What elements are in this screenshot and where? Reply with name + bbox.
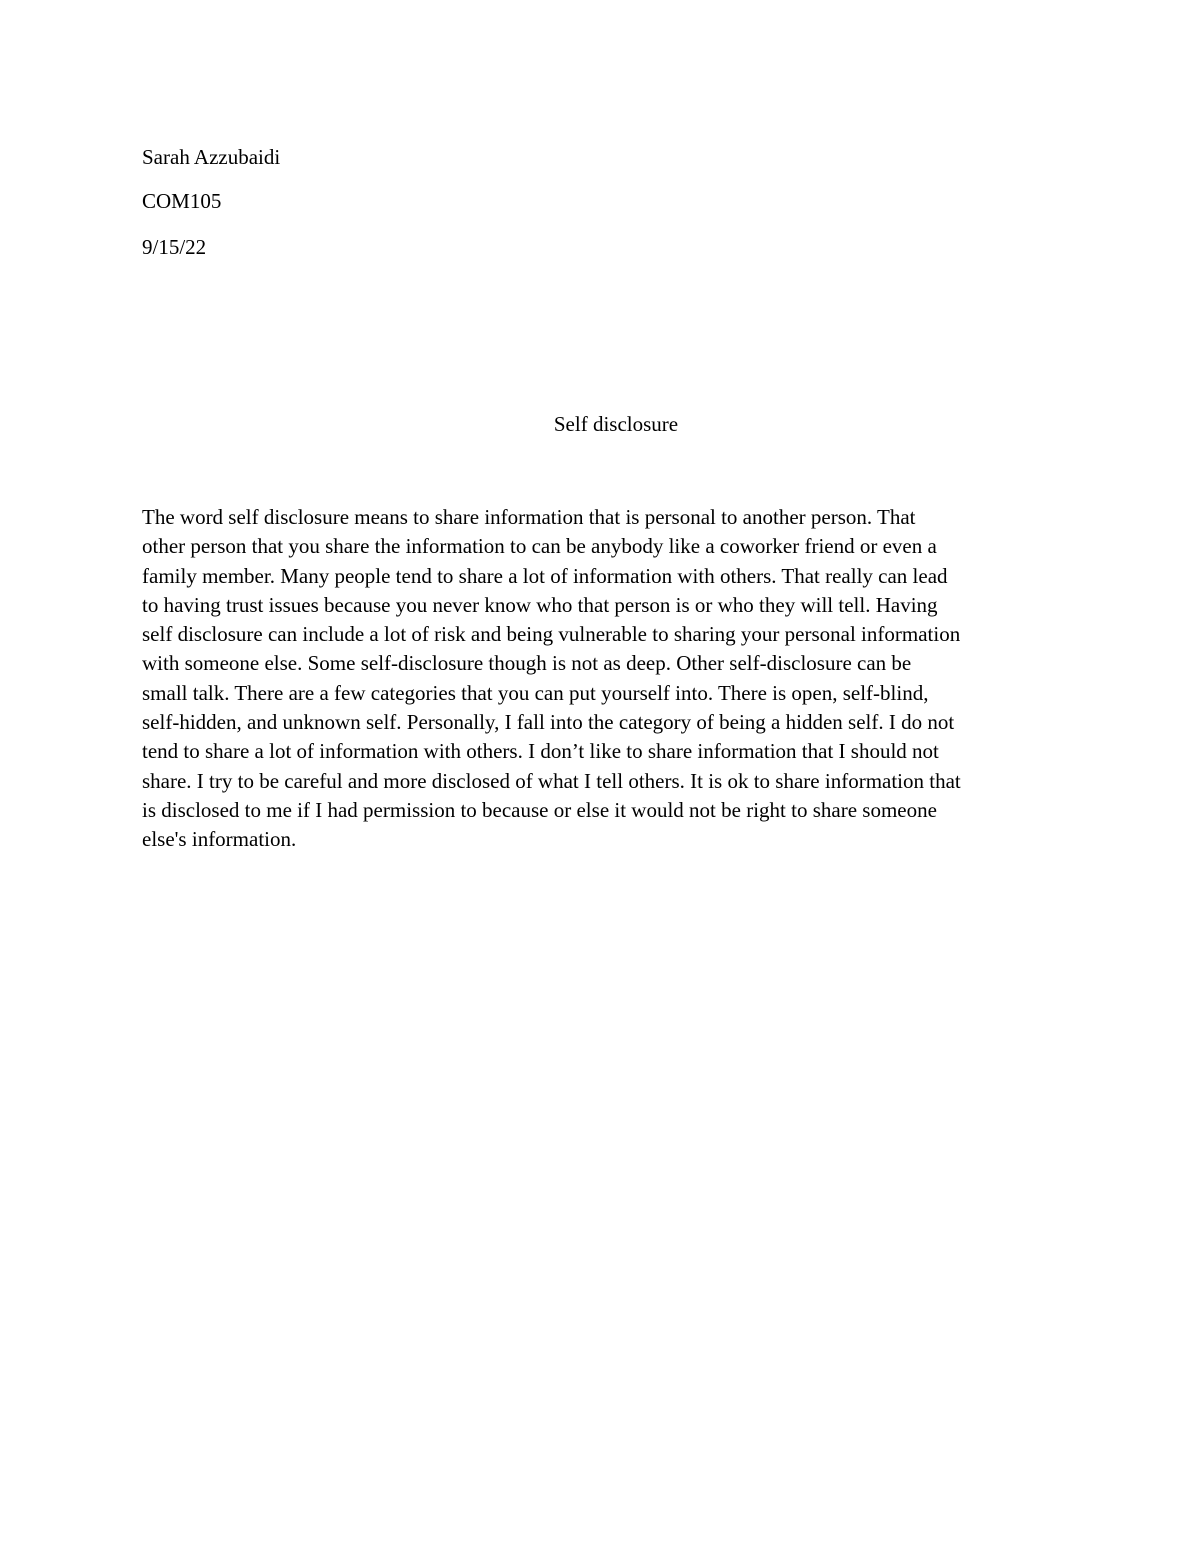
document-date: 9/15/22 bbox=[142, 235, 207, 259]
body-line: small talk. There are a few categories that you can put yourself into. There is open, self-blind, bbox=[142, 680, 929, 705]
document-title: Self disclosure bbox=[553, 412, 679, 436]
body-line: self-hidden, and unknown self. Personally, I fall into the category of being a hidden self. I do not bbox=[142, 710, 955, 735]
body-line: family member. Many people tend to share a lot of information with others. That really can lead bbox=[142, 563, 948, 588]
body-line: else's information. bbox=[142, 827, 297, 852]
body-line: is disclosed to me if I had permission to because or else it would not be right to share someone bbox=[142, 797, 937, 822]
body-line: with someone else. Some self-disclosure though is not as deep. Other self-disclosure can be bbox=[142, 651, 912, 676]
course-code: COM105 bbox=[142, 189, 222, 213]
author-name: Sarah Azzubaidi bbox=[142, 145, 281, 169]
body-line: to having trust issues because you never know who that person is or who they will tell. Having bbox=[142, 592, 938, 617]
body-line: The word self disclosure means to share information that is personal to another person. That bbox=[142, 505, 916, 529]
body-line: share. I try to be careful and more disclosed of what I tell others. It is ok to share information that bbox=[142, 768, 961, 793]
body-line: tend to share a lot of information with others. I don’t like to share information that I should not bbox=[142, 739, 939, 764]
body-paragraph bbox=[142, 503, 1072, 855]
body-line: other person that you share the information to can be anybody like a coworker friend or even a bbox=[142, 534, 937, 559]
body-line: self disclosure can include a lot of risk and being vulnerable to sharing your personal information bbox=[142, 622, 961, 647]
